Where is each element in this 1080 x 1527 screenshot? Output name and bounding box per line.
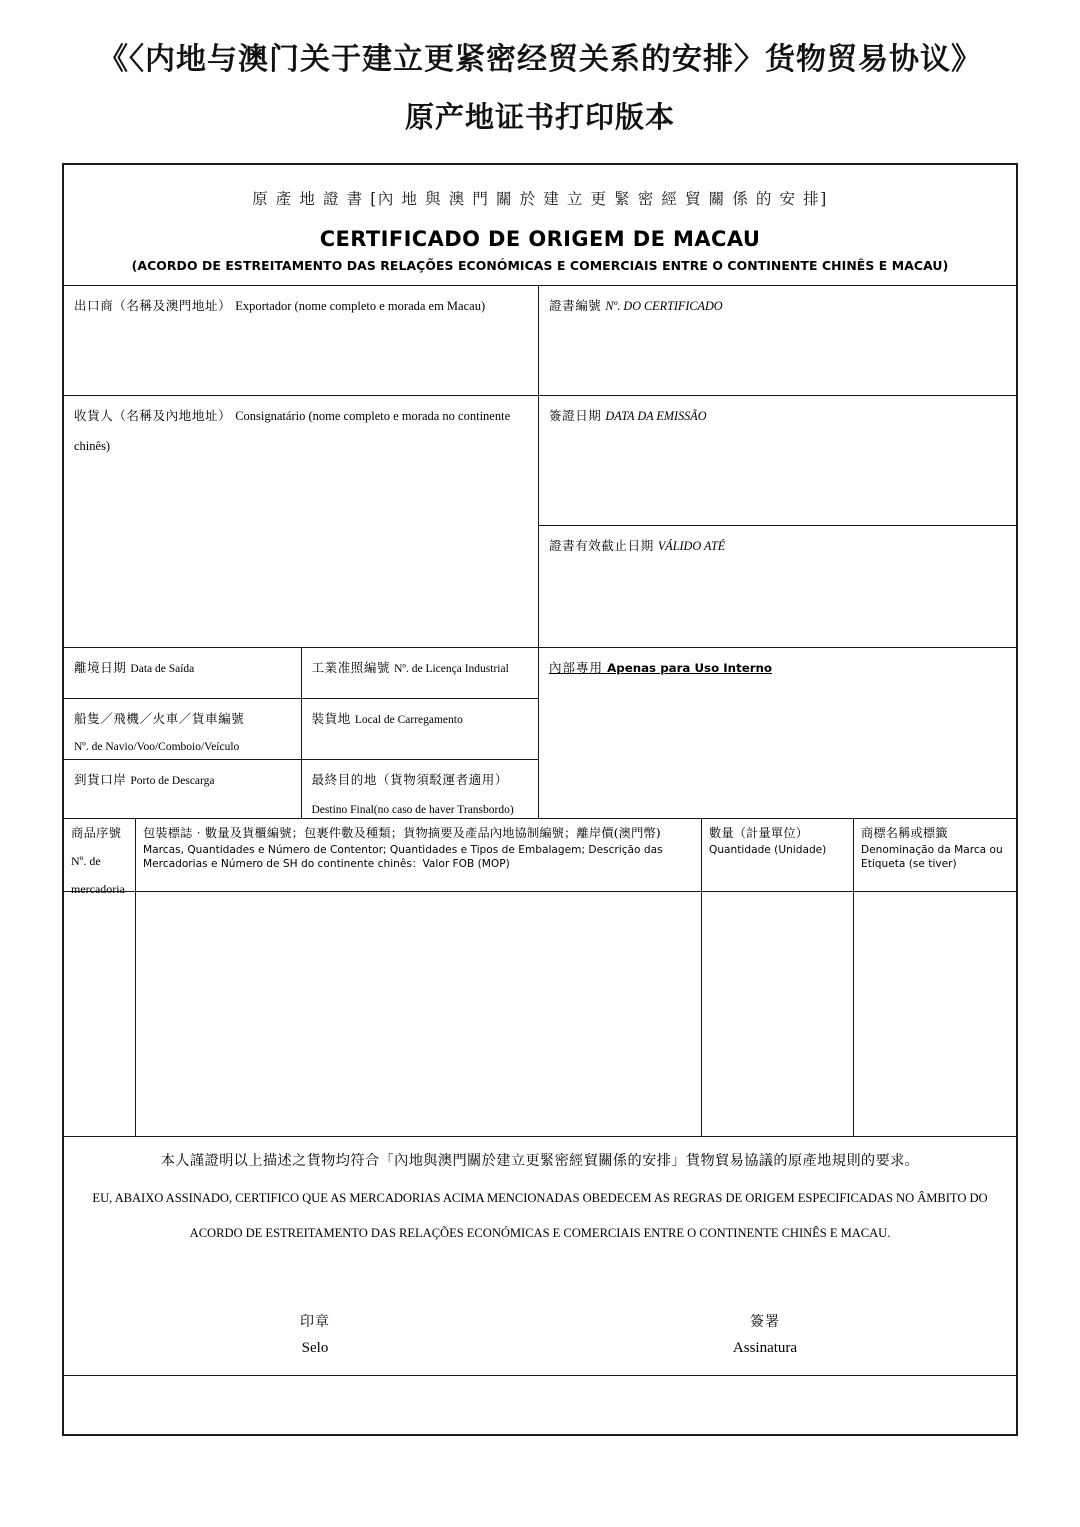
internal-use-label (549, 661, 772, 675)
issue-date-label-pt: DATA DA EMISSÃO (605, 409, 707, 423)
valid-until-label-zh: 證書有效截止日期 (549, 538, 654, 553)
goods-cell-brand[interactable] (854, 892, 1016, 1136)
final-destination-label-pt: Destino Final(no caso de haver Transbordo) (311, 804, 514, 816)
valid-until-field[interactable] (539, 526, 1016, 647)
loading-place-label-pt: Local de Carregamento (354, 714, 463, 726)
exporter-label-pt: Exportador (nome completo e morada em Macau) (235, 299, 486, 313)
goods-cell-index[interactable] (64, 892, 136, 1136)
loading-place-label-zh: 裝貨地 (311, 711, 351, 726)
signature-label-pt: Assinatura (732, 1339, 798, 1356)
declaration-section (64, 1137, 1016, 1376)
goods-col-brand-label-zh: 商標名稱或標籤 (861, 826, 948, 840)
discharge-port-field[interactable] (64, 760, 302, 818)
certificate-number-label-zh: 證書編號 (549, 298, 602, 313)
goods-col-index-label-zh: 商品序號 (71, 826, 122, 840)
discharge-port-label-zh: 到貨口岸 (74, 772, 127, 787)
seal-label-pt: Selo (301, 1339, 329, 1356)
industrial-licence-label-zh: 工業准照編號 (311, 660, 391, 675)
goods-col-description-label-pt: Marcas, Quantidades e Número de Contentor; Quantidades e Tipos de Embalagem; Descrição das Mercadorias e Número de SH do continente chinês：Valor FOB (MOP) (143, 844, 663, 870)
goods-col-index-label-pt1: Nº. de (71, 854, 101, 868)
transport-section (64, 647, 1016, 819)
transport-left-block (64, 648, 539, 818)
signature-label-zh: 簽署 (750, 1313, 780, 1330)
footer-blank-box[interactable] (64, 1376, 1016, 1434)
declaration-text-pt-line-2: ACORDO DE ESTREITAMENTO DAS RELAÇÕES ECONÓMICAS E COMERCIAIS ENTRE O CONTINENTE CHINÊS E MACAU. (189, 1225, 891, 1240)
goods-col-quantity-label-zh: 數量（計量單位） (709, 826, 809, 840)
loading-place-field[interactable] (302, 699, 539, 759)
goods-col-index-header (64, 819, 136, 896)
header-chinese-title: 原 產 地 證 書 [內 地 與 澳 門 關 於 建 立 更 緊 密 經 貿 關 係 的 安 排] (252, 190, 828, 208)
goods-col-brand-header (854, 819, 1016, 891)
goods-col-index-label-pt2: mercadoria (71, 882, 125, 896)
signature-row (90, 1241, 990, 1365)
declaration-text-pt-line-1: EU, ABAIXO ASSINADO, CERTIFICO QUE AS MERCADORIAS ACIMA MENCIONADAS OBEDECEM AS REGRAS DE ORIGEM ESPECIFICADAS NO ÂMBITO DO (92, 1191, 988, 1206)
vehicle-number-field[interactable] (64, 699, 302, 759)
departure-date-label-zh: 離境日期 (74, 660, 127, 675)
consignee-label-pt-continued: chinês) (74, 439, 111, 453)
parties-left-column (64, 286, 539, 647)
final-destination-field[interactable] (302, 760, 539, 818)
page-title-line-2: 原产地证书打印版本 (404, 100, 675, 134)
header-portuguese-subtitle: (ACORDO DE ESTREITAMENTO DAS RELAÇÕES ECONÓMICAS E COMERCIAIS ENTRE O CONTINENTE CHINÊS E MACAU) (131, 258, 949, 273)
exporter-label-zh: 出口商（名稱及澳門地址） (74, 298, 232, 313)
issue-date-field[interactable] (539, 396, 1016, 526)
consignee-field[interactable] (64, 396, 538, 647)
certificate-number-field[interactable] (539, 286, 1016, 396)
parties-right-column (539, 286, 1016, 647)
seal-block[interactable] (90, 1311, 540, 1357)
page-title (0, 0, 1080, 135)
goods-col-description-label-zh: 包裝標誌‧數量及貨櫃編號；包裹件數及種類；貨物摘要及產品內地協制編號；離岸價(澳門幣) (143, 826, 661, 840)
industrial-licence-field[interactable] (302, 648, 539, 698)
consignee-label-zh: 收貨人（名稱及內地地址） (74, 408, 232, 423)
goods-cell-quantity[interactable] (702, 892, 854, 1136)
parties-section (64, 286, 1016, 647)
declaration-text-zh: 本人謹證明以上描述之貨物均符合「內地與澳門關於建立更緊密經貿關係的安排」貨物貿易協議的原產地規則的要求。 (160, 1153, 920, 1169)
internal-use-label-pt: Apenas para Uso Interno (607, 661, 773, 675)
internal-use-field[interactable] (539, 648, 1016, 818)
goods-col-description-header (136, 819, 702, 891)
vehicle-number-label-zh: 船隻／飛機／火車／貨車編號 (74, 711, 245, 726)
industrial-licence-label-pt: Nº. de Licença Industrial (394, 663, 509, 675)
vehicle-number-label-pt: Nº. de Navio/Voo/Comboio/Veículo (74, 741, 240, 753)
seal-label-zh: 印章 (300, 1313, 330, 1330)
departure-date-label-pt: Data de Saída (130, 663, 195, 675)
certificate-header (64, 165, 1016, 286)
valid-until-label-pt: VÁLIDO ATÉ (657, 539, 726, 553)
signature-block[interactable] (540, 1311, 990, 1357)
internal-use-label-zh: 內部專用 (549, 660, 604, 675)
header-portuguese-title: CERTIFICADO DE ORIGEM DE MACAU (319, 227, 761, 251)
goods-cell-description[interactable] (136, 892, 702, 1136)
vehicle-row (64, 699, 538, 760)
goods-col-quantity-header (702, 819, 854, 891)
goods-col-brand-label-pt: Denominação da Marca ou Etiqueta (se tiver) (861, 844, 1003, 870)
departure-date-field[interactable] (64, 648, 302, 698)
departure-row (64, 648, 538, 699)
destination-row (64, 760, 538, 818)
certificate-number-label-pt: Nº. DO CERTIFICADO (605, 299, 723, 313)
final-destination-label-zh: 最終目的地（貨物須駁運者適用） (311, 772, 509, 787)
exporter-field[interactable] (64, 286, 538, 396)
certificate-form (62, 163, 1018, 1436)
discharge-port-label-pt: Porto de Descarga (130, 775, 215, 787)
goods-col-quantity-label-pt: Quantidade (Unidade) (709, 844, 827, 856)
goods-table-body (64, 892, 1016, 1137)
goods-table-header (64, 819, 1016, 896)
consignee-label-pt: Consignatário (nome completo e morada no continente (235, 409, 511, 423)
issue-date-label-zh: 簽證日期 (549, 408, 602, 423)
page-title-line-1: 《〈内地与澳门关于建立更紧密经贸关系的安排〉货物贸易协议》 (98, 42, 982, 77)
